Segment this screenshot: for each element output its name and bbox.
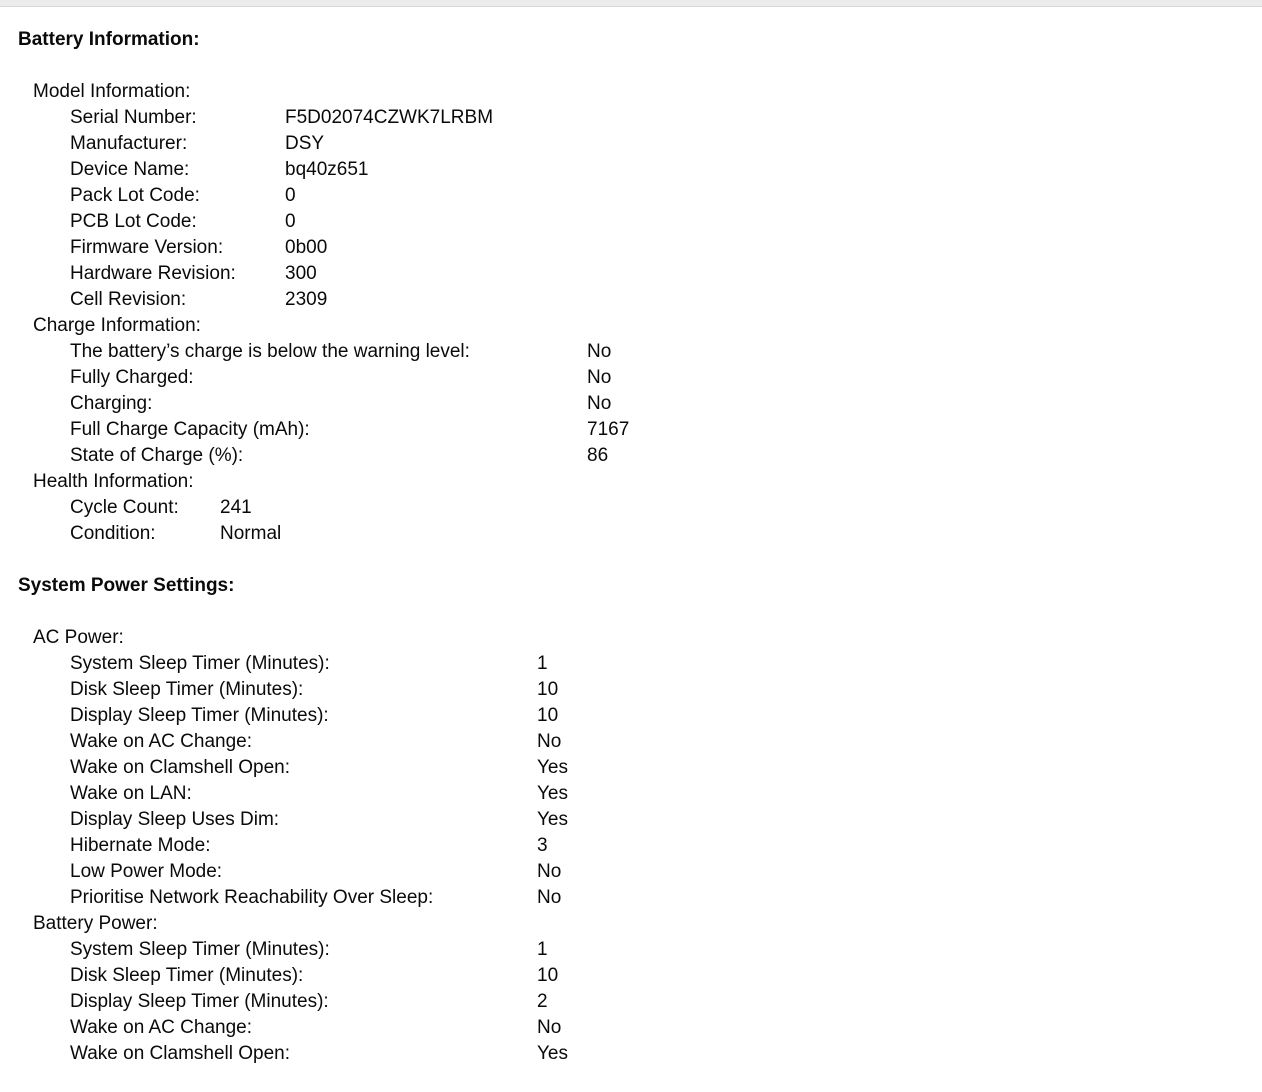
row-label: Disk Sleep Timer (Minutes): — [70, 965, 304, 986]
group-label: Model Information: — [33, 81, 191, 102]
info-row — [0, 989, 1262, 1015]
info-row — [0, 209, 1262, 235]
info-row — [0, 105, 1262, 131]
row-label: Manufacturer: — [70, 133, 188, 154]
row-value: 1 — [537, 939, 548, 960]
row-label: Prioritise Network Reachability Over Sleep: — [70, 887, 434, 908]
info-row — [0, 235, 1262, 261]
group-label: Health Information: — [33, 471, 194, 492]
row-label: Display Sleep Uses Dim: — [70, 809, 280, 830]
row-label: Charging: — [70, 393, 153, 414]
info-row — [0, 261, 1262, 287]
section-title: Battery Information: — [18, 29, 200, 50]
blank-line — [0, 547, 1262, 573]
row-value: 0 — [285, 211, 296, 232]
row-value: bq40z651 — [285, 159, 369, 180]
row-label: The battery’s charge is below the warning level: — [70, 341, 470, 362]
row-label: Pack Lot Code: — [70, 185, 200, 206]
row-value: 1 — [537, 653, 548, 674]
row-value: 7167 — [587, 419, 630, 440]
row-value: No — [587, 393, 612, 414]
info-row — [0, 937, 1262, 963]
row-label: Display Sleep Timer (Minutes): — [70, 705, 329, 726]
row-label: Firmware Version: — [70, 237, 224, 258]
info-row — [0, 833, 1262, 859]
row-value: F5D02074CZWK7LRBM — [285, 107, 494, 128]
info-row — [0, 365, 1262, 391]
row-value: No — [537, 861, 562, 882]
row-label: System Sleep Timer (Minutes): — [70, 653, 330, 674]
row-value: 241 — [220, 497, 252, 518]
row-label: Wake on Clamshell Open: — [70, 757, 291, 778]
info-row — [0, 157, 1262, 183]
info-row — [0, 521, 1262, 547]
row-label: Hibernate Mode: — [70, 835, 211, 856]
section-title: System Power Settings: — [18, 575, 235, 596]
toolbar-divider — [0, 0, 1262, 7]
row-label: Wake on AC Change: — [70, 1017, 253, 1038]
info-row — [0, 183, 1262, 209]
row-value: Normal — [220, 523, 282, 544]
report-scroll-area[interactable] — [0, 7, 1262, 1067]
row-label: State of Charge (%): — [70, 445, 244, 466]
info-row — [0, 963, 1262, 989]
info-row — [0, 339, 1262, 365]
row-label: Hardware Revision: — [70, 263, 236, 284]
row-label: Wake on AC Change: — [70, 731, 253, 752]
row-label: Condition: — [70, 523, 156, 544]
info-row — [0, 443, 1262, 469]
row-value: No — [587, 341, 612, 362]
info-row — [0, 495, 1262, 521]
row-value: DSY — [285, 133, 325, 154]
row-value: Yes — [537, 1043, 568, 1064]
row-value: 0 — [285, 185, 296, 206]
row-value: 3 — [537, 835, 548, 856]
row-value: No — [537, 887, 562, 908]
row-value: 2309 — [285, 289, 328, 310]
info-row — [0, 755, 1262, 781]
row-value: No — [587, 367, 612, 388]
row-label: System Sleep Timer (Minutes): — [70, 939, 330, 960]
info-row — [0, 703, 1262, 729]
row-value: Yes — [537, 757, 568, 778]
info-row — [0, 287, 1262, 313]
row-value: 86 — [587, 445, 609, 466]
row-label: Fully Charged: — [70, 367, 194, 388]
row-value: 300 — [285, 263, 317, 284]
row-label: Display Sleep Timer (Minutes): — [70, 991, 329, 1012]
row-label: Cycle Count: — [70, 497, 179, 518]
group-label: AC Power: — [33, 627, 124, 648]
row-value: 2 — [537, 991, 548, 1012]
row-label: Wake on LAN: — [70, 783, 192, 804]
row-label: Full Charge Capacity (mAh): — [70, 419, 310, 440]
row-label: Cell Revision: — [70, 289, 187, 310]
blank-line — [0, 599, 1262, 625]
info-row — [0, 729, 1262, 755]
row-label: Disk Sleep Timer (Minutes): — [70, 679, 304, 700]
info-row — [0, 859, 1262, 885]
row-value: 10 — [537, 705, 559, 726]
row-value: 10 — [537, 679, 559, 700]
row-label: Serial Number: — [70, 107, 197, 128]
info-row — [0, 677, 1262, 703]
group-label: Battery Power: — [33, 913, 158, 934]
info-row — [0, 391, 1262, 417]
group-label: Charge Information: — [33, 315, 201, 336]
row-label: Low Power Mode: — [70, 861, 223, 882]
info-row — [0, 1015, 1262, 1041]
row-value: No — [537, 731, 562, 752]
blank-line — [0, 53, 1262, 79]
row-value: Yes — [537, 809, 568, 830]
info-row — [0, 417, 1262, 443]
row-value: 10 — [537, 965, 559, 986]
row-value: 0b00 — [285, 237, 328, 258]
info-row — [0, 781, 1262, 807]
row-label: PCB Lot Code: — [70, 211, 197, 232]
row-label: Device Name: — [70, 159, 190, 180]
info-row — [0, 1041, 1262, 1067]
info-row — [0, 807, 1262, 833]
row-value: No — [537, 1017, 562, 1038]
row-label: Wake on Clamshell Open: — [70, 1043, 291, 1064]
row-value: Yes — [537, 783, 568, 804]
info-row — [0, 885, 1262, 911]
info-row — [0, 131, 1262, 157]
info-row — [0, 651, 1262, 677]
